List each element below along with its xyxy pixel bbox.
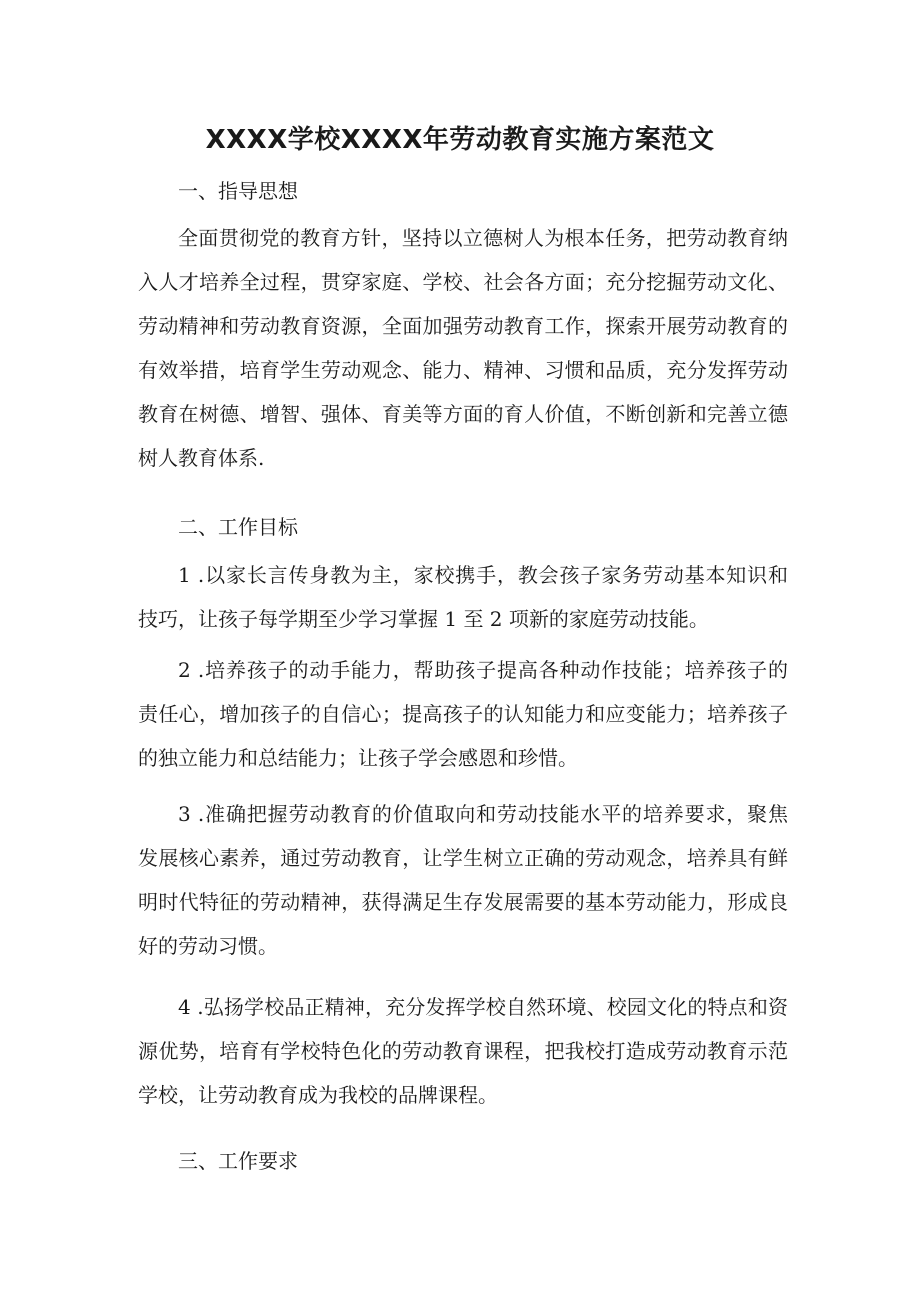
goal-item-1 (138, 553, 788, 641)
paragraph-line: 责任心，增加孩子的自信心；提高孩子的认知能力和应变能力；培养孩子 (138, 702, 788, 726)
paragraph-line: 的独立能力和总结能力；让孩子学会感恩和珍惜。 (138, 746, 578, 770)
paragraph-line: 3 .准确把握劳动教育的价值取向和劳动技能水平的培养要求，聚焦 (178, 802, 788, 826)
paragraph-line: 好的劳动习惯。 (138, 934, 278, 958)
paragraph-line: 4 .弘扬学校品正精神，充分发挥学校自然环境、校园文化的特点和资 (178, 995, 788, 1019)
goal-item-2 (138, 648, 788, 780)
paragraph-line: 明时代特征的劳动精神，获得满足生存发展需要的基本劳动能力，形成良 (138, 890, 788, 914)
paragraph-line: 教育在树德、增智、强体、育美等方面的育人价值，不断创新和完善立德 (138, 402, 788, 426)
paragraph-line: 有效举措，培育学生劳动观念、能力、精神、习惯和品质，充分发挥劳动 (138, 358, 788, 382)
section-heading-guiding-ideology: 一、指导思想 (178, 179, 298, 203)
paragraph-line: 技巧，让孩子每学期至少学习掌握 1 至 2 项新的家庭劳动技能。 (138, 607, 709, 631)
goal-item-4 (138, 985, 788, 1117)
section-heading-work-requirements: 三、工作要求 (178, 1149, 298, 1173)
paragraph-line: 入人才培养全过程，贯穿家庭、学校、社会各方面；充分挖掘劳动文化、 (138, 270, 788, 294)
paragraph-line: 源优势，培育有学校特色化的劳动教育课程，把我校打造成劳动教育示范 (138, 1039, 788, 1063)
paragraph-line: 树人教育体系. (138, 446, 265, 470)
document-title: XXXX学校XXXX年劳动教育实施方案范文 (205, 125, 715, 155)
paragraph-line: 1 .以家长言传身教为主，家校携手，教会孩子家务劳动基本知识和 (178, 563, 788, 587)
paragraph-line: 2 .培养孩子的动手能力，帮助孩子提高各种动作技能；培养孩子的 (178, 658, 788, 682)
paragraph-line: 全面贯彻党的教育方针，坚持以立德树人为根本任务，把劳动教育纳 (178, 226, 788, 250)
goal-item-3 (138, 792, 788, 968)
paragraph-guiding-ideology (138, 216, 788, 480)
section-heading-work-goals: 二、工作目标 (178, 515, 298, 539)
paragraph-line: 学校，让劳动教育成为我校的品牌课程。 (138, 1083, 498, 1107)
paragraph-line: 劳动精神和劳动教育资源，全面加强劳动教育工作，探索开展劳动教育的 (138, 314, 788, 338)
paragraph-line: 发展核心素养，通过劳动教育，让学生树立正确的劳动观念，培养具有鲜 (138, 846, 788, 870)
